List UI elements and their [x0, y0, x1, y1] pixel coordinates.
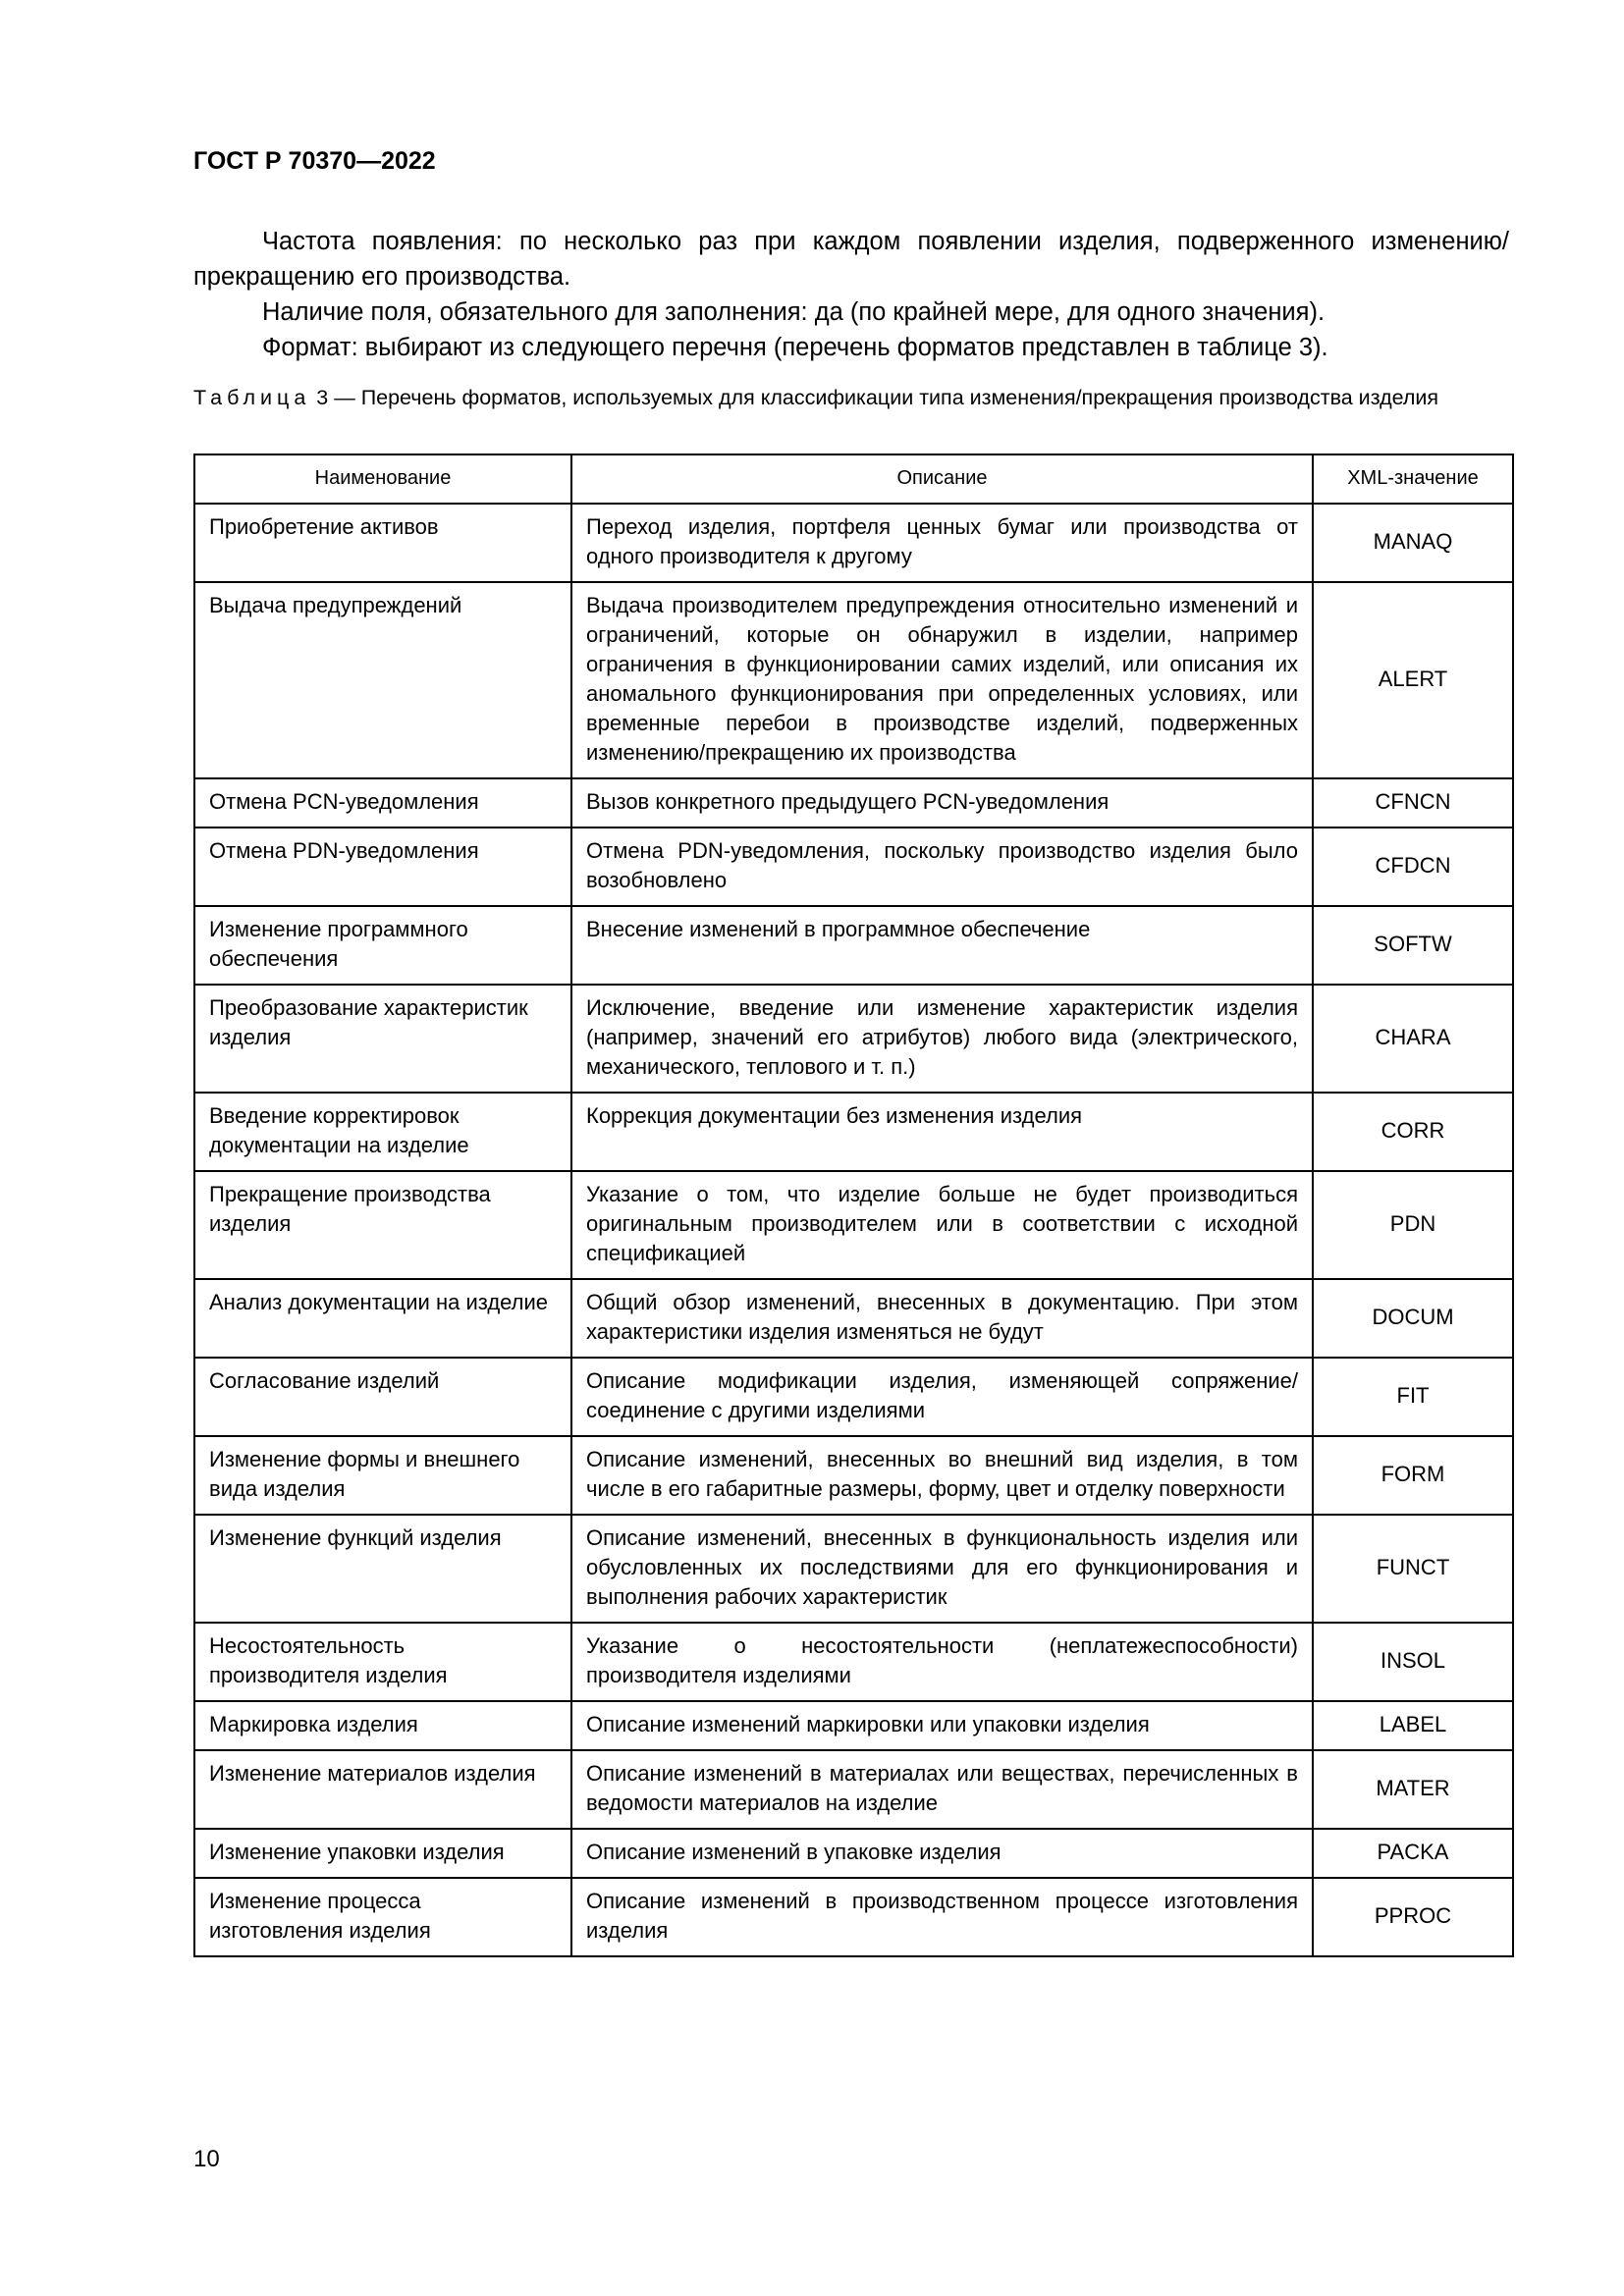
- cell-name: Маркировка изделия: [194, 1701, 571, 1750]
- cell-name: Преобразование характеристик изделия: [194, 985, 571, 1093]
- cell-name: Изменение материалов изделия: [194, 1750, 571, 1829]
- table-row: [194, 1623, 1513, 1701]
- table-caption: [193, 383, 1509, 412]
- cell-description: Внесение изменений в программное обеспечение: [571, 906, 1313, 985]
- table-caption-label: Таблица: [193, 386, 311, 409]
- cell-name: Изменение программного обеспечения: [194, 906, 571, 985]
- cell-description: Описание изменений, внесенных во внешний вид изделия, в том числе в его габаритные размеры, форму, цвет и отделку поверхности: [571, 1436, 1313, 1515]
- intro-paragraph-1: Частота появления: по несколько раз при каждом появлении изделия, подверженного изменению/прекращению его производства.: [193, 228, 1509, 291]
- table-row: [194, 778, 1513, 828]
- cell-description: Выдача производителем предупреждения относительно изменений и ограничений, которые он обнаружил в изделии, например ограничения в функционировании самих изделий, или описания их аномального функционирования при определенных условиях, или временные перебои в производстве изделий, подверженных изменению/прекращению их производства: [571, 582, 1313, 778]
- table-row: [194, 1358, 1513, 1436]
- cell-description: Переход изделия, портфеля ценных бумаг или производства от одного производителя к другому: [571, 504, 1313, 582]
- table-row: [194, 1279, 1513, 1358]
- table-body: [194, 504, 1513, 1956]
- table-row: [194, 1515, 1513, 1623]
- table-row: [194, 828, 1513, 906]
- cell-xml-value: SOFTW: [1313, 906, 1513, 985]
- intro-paragraph-2: Наличие поля, обязательного для заполнения: да (по крайней мере, для одного значения).: [262, 298, 1326, 326]
- cell-xml-value: CORR: [1313, 1093, 1513, 1171]
- intro-paragraph-3: Формат: выбирают из следующего перечня (перечень форматов представлен в таблице 3).: [262, 334, 1328, 361]
- cell-xml-value: FORM: [1313, 1436, 1513, 1515]
- cell-description: Вызов конкретного предыдущего PCN-уведомления: [571, 778, 1313, 828]
- formats-table: [193, 454, 1514, 1957]
- table-row: [194, 1436, 1513, 1515]
- header-description: Описание: [571, 454, 1313, 504]
- cell-name: Изменение процесса изготовления изделия: [194, 1878, 571, 1956]
- cell-xml-value: DOCUM: [1313, 1279, 1513, 1358]
- cell-description: Отмена PDN-уведомления, поскольку производство изделия было возобновлено: [571, 828, 1313, 906]
- table-row: [194, 1701, 1513, 1750]
- header-name: Наименование: [194, 454, 571, 504]
- cell-description: Описание изменений в производственном процессе изготовления изделия: [571, 1878, 1313, 1956]
- cell-name: Прекращение производства изделия: [194, 1171, 571, 1279]
- cell-description: Описание изменений в материалах или веществах, перечисленных в ведомости материалов на изделие: [571, 1750, 1313, 1829]
- cell-name: Изменение упаковки изделия: [194, 1829, 571, 1878]
- cell-xml-value: CFDCN: [1313, 828, 1513, 906]
- cell-name: Отмена PDN-уведомления: [194, 828, 571, 906]
- cell-name: Приобретение активов: [194, 504, 571, 582]
- page-number: 10: [193, 2146, 220, 2172]
- cell-xml-value: PACKA: [1313, 1829, 1513, 1878]
- table-row: [194, 1878, 1513, 1956]
- cell-description: Указание о несостоятельности (неплатежеспособности) производителя изделиями: [571, 1623, 1313, 1701]
- cell-name: Отмена PCN-уведомления: [194, 778, 571, 828]
- cell-name: Согласование изделий: [194, 1358, 571, 1436]
- cell-description: Коррекция документации без изменения изделия: [571, 1093, 1313, 1171]
- table-row: [194, 1829, 1513, 1878]
- cell-xml-value: PPROC: [1313, 1878, 1513, 1956]
- cell-name: Введение корректировок документации на изделие: [194, 1093, 571, 1171]
- cell-xml-value: PDN: [1313, 1171, 1513, 1279]
- cell-description: Описание изменений маркировки или упаковки изделия: [571, 1701, 1313, 1750]
- cell-xml-value: MATER: [1313, 1750, 1513, 1829]
- table-row: [194, 1171, 1513, 1279]
- table-row: [194, 582, 1513, 778]
- table-row: [194, 1093, 1513, 1171]
- cell-xml-value: MANAQ: [1313, 504, 1513, 582]
- cell-xml-value: FUNCT: [1313, 1515, 1513, 1623]
- table-header-row: [194, 454, 1513, 504]
- cell-description: Общий обзор изменений, внесенных в документацию. При этом характеристики изделия изменяться не будут: [571, 1279, 1313, 1358]
- table-caption-text: 3 — Перечень форматов, используемых для классификации типа изменения/прекращения производства изделия: [310, 386, 1439, 409]
- cell-description: Указание о том, что изделие больше не будет производиться оригинальным производителем или в соответствии с исходной спецификацией: [571, 1171, 1313, 1279]
- table-row: [194, 504, 1513, 582]
- table-row: [194, 906, 1513, 985]
- document-id: ГОСТ Р 70370—2022: [193, 147, 436, 175]
- cell-name: Изменение функций изделия: [194, 1515, 571, 1623]
- cell-name: Изменение формы и внешнего вида изделия: [194, 1436, 571, 1515]
- cell-description: Описание изменений в упаковке изделия: [571, 1829, 1313, 1878]
- cell-name: Несостоятельность производителя изделия: [194, 1623, 571, 1701]
- cell-description: Описание модификации изделия, изменяющей сопряжение/соединение с другими изделиями: [571, 1358, 1313, 1436]
- cell-xml-value: INSOL: [1313, 1623, 1513, 1701]
- cell-xml-value: LABEL: [1313, 1701, 1513, 1750]
- header-xml-value: XML-значение: [1313, 454, 1513, 504]
- cell-xml-value: CHARA: [1313, 985, 1513, 1093]
- cell-name: Выдача предупреждений: [194, 582, 571, 778]
- cell-xml-value: FIT: [1313, 1358, 1513, 1436]
- cell-description: Описание изменений, внесенных в функциональность изделия или обусловленных их последствиями для его функционирования и выполнения рабочих характеристик: [571, 1515, 1313, 1623]
- cell-name: Анализ документации на изделие: [194, 1279, 571, 1358]
- cell-xml-value: ALERT: [1313, 582, 1513, 778]
- cell-description: Исключение, введение или изменение характеристик изделия (например, значений его атрибутов) любого вида (электрического, механического, теплового и т. п.): [571, 985, 1313, 1093]
- table-row: [194, 1750, 1513, 1829]
- table-row: [194, 985, 1513, 1093]
- cell-xml-value: CFNCN: [1313, 778, 1513, 828]
